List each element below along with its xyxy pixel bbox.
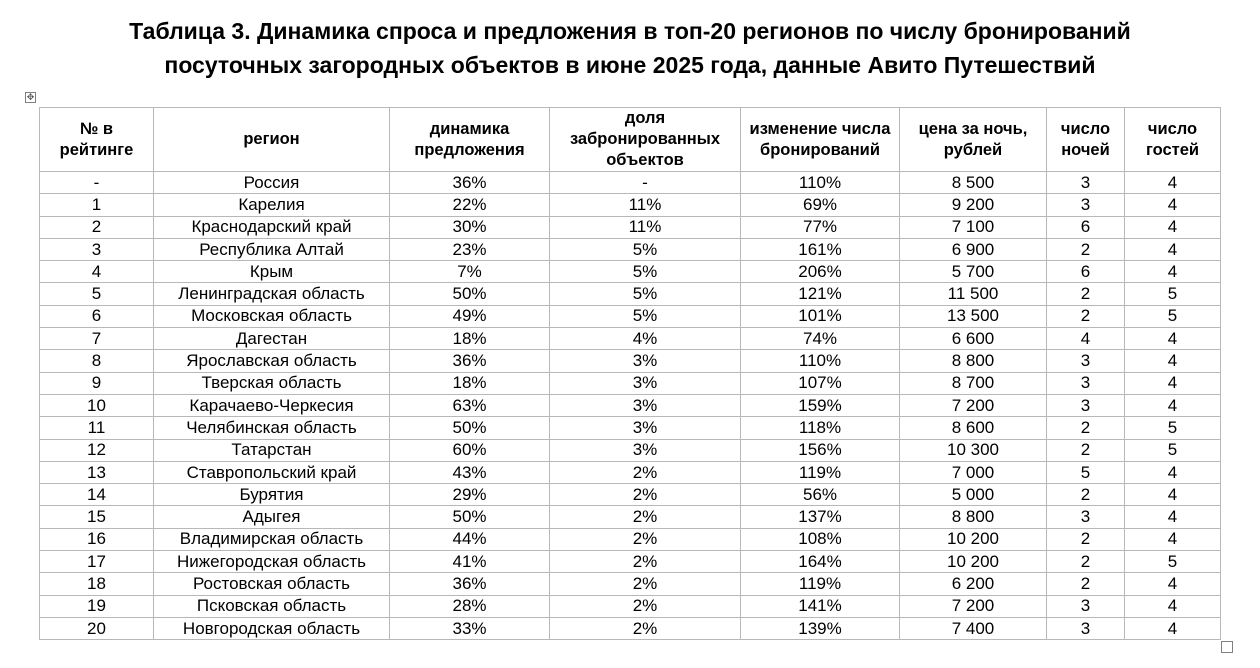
table-cell: 4: [1125, 617, 1221, 639]
table-cell: 110%: [741, 350, 900, 372]
table-cell: 4: [1125, 528, 1221, 550]
table-row: [40, 350, 1221, 372]
table-cell: 119%: [741, 573, 900, 595]
table-cell: 14: [40, 484, 154, 506]
data-table: [39, 107, 1221, 640]
table-cell: 6 900: [900, 238, 1047, 260]
table-cell: 9: [40, 372, 154, 394]
table-cell: 5: [1125, 305, 1221, 327]
table-row: [40, 328, 1221, 350]
table-cell: 4: [1125, 372, 1221, 394]
table-cell: 3%: [550, 417, 741, 439]
table-cell: 4%: [550, 328, 741, 350]
header-cell: число ночей: [1047, 108, 1125, 172]
table-cell: 7 000: [900, 461, 1047, 483]
table-row: [40, 394, 1221, 416]
table-cell: Владимирская область: [154, 528, 390, 550]
table-cell: Россия: [154, 172, 390, 194]
table-cell: -: [550, 172, 741, 194]
table-cell: Нижегородская область: [154, 551, 390, 573]
table-cell: 118%: [741, 417, 900, 439]
table-cell: 2: [1047, 484, 1125, 506]
table-row: [40, 461, 1221, 483]
table-cell: Адыгея: [154, 506, 390, 528]
table-cell: 2%: [550, 573, 741, 595]
table-row: [40, 261, 1221, 283]
table-row: [40, 551, 1221, 573]
table-cell: 2: [40, 216, 154, 238]
table-cell: -: [40, 172, 154, 194]
table-cell: 164%: [741, 551, 900, 573]
table-cell: 7 100: [900, 216, 1047, 238]
table-cell: 49%: [390, 305, 550, 327]
table-cell: 3: [1047, 595, 1125, 617]
table-row: [40, 484, 1221, 506]
table-cell: 2%: [550, 484, 741, 506]
table-cell: 4: [1125, 216, 1221, 238]
table-cell: 50%: [390, 506, 550, 528]
table-caption-line-1: Таблица 3. Динамика спроса и предложения в топ-20 регионов по числу бронирований: [129, 18, 1131, 44]
table-row: [40, 439, 1221, 461]
table-cell: 11 500: [900, 283, 1047, 305]
table-cell: 50%: [390, 417, 550, 439]
table-cell: 8: [40, 350, 154, 372]
table-caption-line-2: посуточных загородных объектов в июне 2025 года, данные Авито Путешествий: [164, 52, 1096, 78]
table-cell: 2: [1047, 439, 1125, 461]
table-cell: 7 400: [900, 617, 1047, 639]
table-cell: 3: [1047, 506, 1125, 528]
table-cell: 2: [1047, 305, 1125, 327]
table-cell: Ярославская область: [154, 350, 390, 372]
table-cell: 139%: [741, 617, 900, 639]
table-cell: 4: [1125, 573, 1221, 595]
table-cell: 2: [1047, 283, 1125, 305]
table-row: [40, 372, 1221, 394]
table-cell: 5%: [550, 305, 741, 327]
table-cell: 121%: [741, 283, 900, 305]
table-cell: 36%: [390, 350, 550, 372]
table-cell: 3: [1047, 172, 1125, 194]
table-cell: 3%: [550, 372, 741, 394]
table-cell: 13: [40, 461, 154, 483]
header-cell: регион: [154, 108, 390, 172]
table-cell: 7 200: [900, 394, 1047, 416]
table-cell: 41%: [390, 551, 550, 573]
table-cell: 5: [1125, 439, 1221, 461]
table-cell: 4: [1125, 350, 1221, 372]
table-cell: 20: [40, 617, 154, 639]
table-cell: 10 200: [900, 551, 1047, 573]
table-cell: 6: [40, 305, 154, 327]
table-row: [40, 238, 1221, 260]
move-handle-icon[interactable]: ✥: [26, 92, 35, 102]
table-cell: 36%: [390, 172, 550, 194]
table-cell: 2: [1047, 551, 1125, 573]
table-cell: Ростовская область: [154, 573, 390, 595]
table-cell: Дагестан: [154, 328, 390, 350]
table-cell: 18%: [390, 372, 550, 394]
table-cell: 36%: [390, 573, 550, 595]
table-cell: 7%: [390, 261, 550, 283]
table-cell: 1: [40, 194, 154, 216]
table-cell: 4: [1125, 484, 1221, 506]
table-cell: 30%: [390, 216, 550, 238]
table-cell: 11%: [550, 194, 741, 216]
table-cell: 4: [1125, 194, 1221, 216]
table-cell: 8 500: [900, 172, 1047, 194]
table-cell: Карелия: [154, 194, 390, 216]
table-cell: 156%: [741, 439, 900, 461]
table-cell: 2%: [550, 617, 741, 639]
table-cell: 206%: [741, 261, 900, 283]
table-cell: Московская область: [154, 305, 390, 327]
table-body: [40, 172, 1221, 640]
table-cell: 3: [1047, 617, 1125, 639]
header-cell: № в рейтинге: [40, 108, 154, 172]
table-cell: 50%: [390, 283, 550, 305]
table-cell: 3%: [550, 439, 741, 461]
table-cell: 5 000: [900, 484, 1047, 506]
table-cell: 159%: [741, 394, 900, 416]
table-cell: 5%: [550, 261, 741, 283]
table-cell: 5: [1125, 283, 1221, 305]
table-cell: 4: [1125, 238, 1221, 260]
table-cell: 8 600: [900, 417, 1047, 439]
table-row: [40, 417, 1221, 439]
table-cell: 2%: [550, 461, 741, 483]
header-cell: цена за ночь, рублей: [900, 108, 1047, 172]
table-cell: 3: [1047, 372, 1125, 394]
table-cell: 4: [1125, 461, 1221, 483]
table-cell: Новгородская область: [154, 617, 390, 639]
table-row: [40, 216, 1221, 238]
table-cell: 4: [1047, 328, 1125, 350]
table-cell: 3: [1047, 194, 1125, 216]
table-cell: 3: [40, 238, 154, 260]
table-cell: 28%: [390, 595, 550, 617]
header-cell: число гостей: [1125, 108, 1221, 172]
table-cell: 15: [40, 506, 154, 528]
table-cell: 10 200: [900, 528, 1047, 550]
table-cell: 6 600: [900, 328, 1047, 350]
table-cell: 5: [1125, 551, 1221, 573]
table-cell: 12: [40, 439, 154, 461]
table-cell: 5: [1047, 461, 1125, 483]
table-cell: 7 200: [900, 595, 1047, 617]
table-cell: 4: [1125, 172, 1221, 194]
table-cell: 33%: [390, 617, 550, 639]
table-cell: Краснодарский край: [154, 216, 390, 238]
table-cell: Карачаево-Черкесия: [154, 394, 390, 416]
table-cell: 2: [1047, 238, 1125, 260]
table-cell: 8 800: [900, 350, 1047, 372]
table-cell: 13 500: [900, 305, 1047, 327]
table-row: [40, 506, 1221, 528]
table-cell: 29%: [390, 484, 550, 506]
table-cell: Челябинская область: [154, 417, 390, 439]
table-row: [40, 194, 1221, 216]
table-row: [40, 573, 1221, 595]
table-cell: 2%: [550, 528, 741, 550]
table-cell: 6 200: [900, 573, 1047, 595]
table-cell: 2%: [550, 551, 741, 573]
table-cell: 2%: [550, 595, 741, 617]
table-cell: 2: [1047, 528, 1125, 550]
table-cell: 63%: [390, 394, 550, 416]
table-cell: 69%: [741, 194, 900, 216]
table-cell: 107%: [741, 372, 900, 394]
table-cell: Ставропольский край: [154, 461, 390, 483]
table-row: [40, 305, 1221, 327]
table-row: [40, 595, 1221, 617]
table-cell: 119%: [741, 461, 900, 483]
table-cell: 101%: [741, 305, 900, 327]
table-cell: 43%: [390, 461, 550, 483]
table-cell: Крым: [154, 261, 390, 283]
table-cell: 4: [40, 261, 154, 283]
table-cell: 23%: [390, 238, 550, 260]
table-cell: 44%: [390, 528, 550, 550]
table-cell: 9 200: [900, 194, 1047, 216]
table-cell: Тверская область: [154, 372, 390, 394]
table-cell: 19: [40, 595, 154, 617]
table-cell: 108%: [741, 528, 900, 550]
table-cell: 4: [1125, 506, 1221, 528]
header-cell: динамика предложения: [390, 108, 550, 172]
table-cell: 141%: [741, 595, 900, 617]
table-cell: 137%: [741, 506, 900, 528]
table-cell: 3: [1047, 350, 1125, 372]
table-cell: 3%: [550, 394, 741, 416]
table-cell: Бурятия: [154, 484, 390, 506]
table-cell: 5 700: [900, 261, 1047, 283]
table-cell: 18%: [390, 328, 550, 350]
table-cell: 10 300: [900, 439, 1047, 461]
table-row: [40, 528, 1221, 550]
table-cell: 5%: [550, 283, 741, 305]
table-cell: 3%: [550, 350, 741, 372]
table-cell: Псковская область: [154, 595, 390, 617]
table-row: [40, 617, 1221, 639]
table-cell: 77%: [741, 216, 900, 238]
table-cell: Ленинградская область: [154, 283, 390, 305]
table-cell: 4: [1125, 261, 1221, 283]
table-cell: 6: [1047, 216, 1125, 238]
table-cell: 110%: [741, 172, 900, 194]
table-cell: 11%: [550, 216, 741, 238]
table-cell: 161%: [741, 238, 900, 260]
table-cell: 8 800: [900, 506, 1047, 528]
table-cell: 22%: [390, 194, 550, 216]
table-cell: 7: [40, 328, 154, 350]
header-cell: изменение числа бронирований: [741, 108, 900, 172]
table-cell: 16: [40, 528, 154, 550]
table-cell: 11: [40, 417, 154, 439]
table-cell: 10: [40, 394, 154, 416]
table-row: [40, 172, 1221, 194]
table-cell: 2: [1047, 417, 1125, 439]
table-cell: 18: [40, 573, 154, 595]
table-cell: 4: [1125, 328, 1221, 350]
header-row: [40, 108, 1221, 172]
table-cell: 60%: [390, 439, 550, 461]
table-cell: Татарстан: [154, 439, 390, 461]
table-cell: 5%: [550, 238, 741, 260]
table-caption: [20, 14, 1240, 82]
table-cell: 3: [1047, 394, 1125, 416]
table-cell: 6: [1047, 261, 1125, 283]
table-cell: 5: [40, 283, 154, 305]
table-cell: 74%: [741, 328, 900, 350]
resize-handle-icon[interactable]: [1221, 641, 1233, 653]
table-cell: Республика Алтай: [154, 238, 390, 260]
table-cell: 5: [1125, 417, 1221, 439]
table-row: [40, 283, 1221, 305]
table-cell: 4: [1125, 394, 1221, 416]
header-cell: доля забронированных объектов: [550, 108, 741, 172]
table-cell: 17: [40, 551, 154, 573]
table-cell: 8 700: [900, 372, 1047, 394]
table-cell: 2: [1047, 573, 1125, 595]
table-cell: 56%: [741, 484, 900, 506]
table-cell: 2%: [550, 506, 741, 528]
table-cell: 4: [1125, 595, 1221, 617]
